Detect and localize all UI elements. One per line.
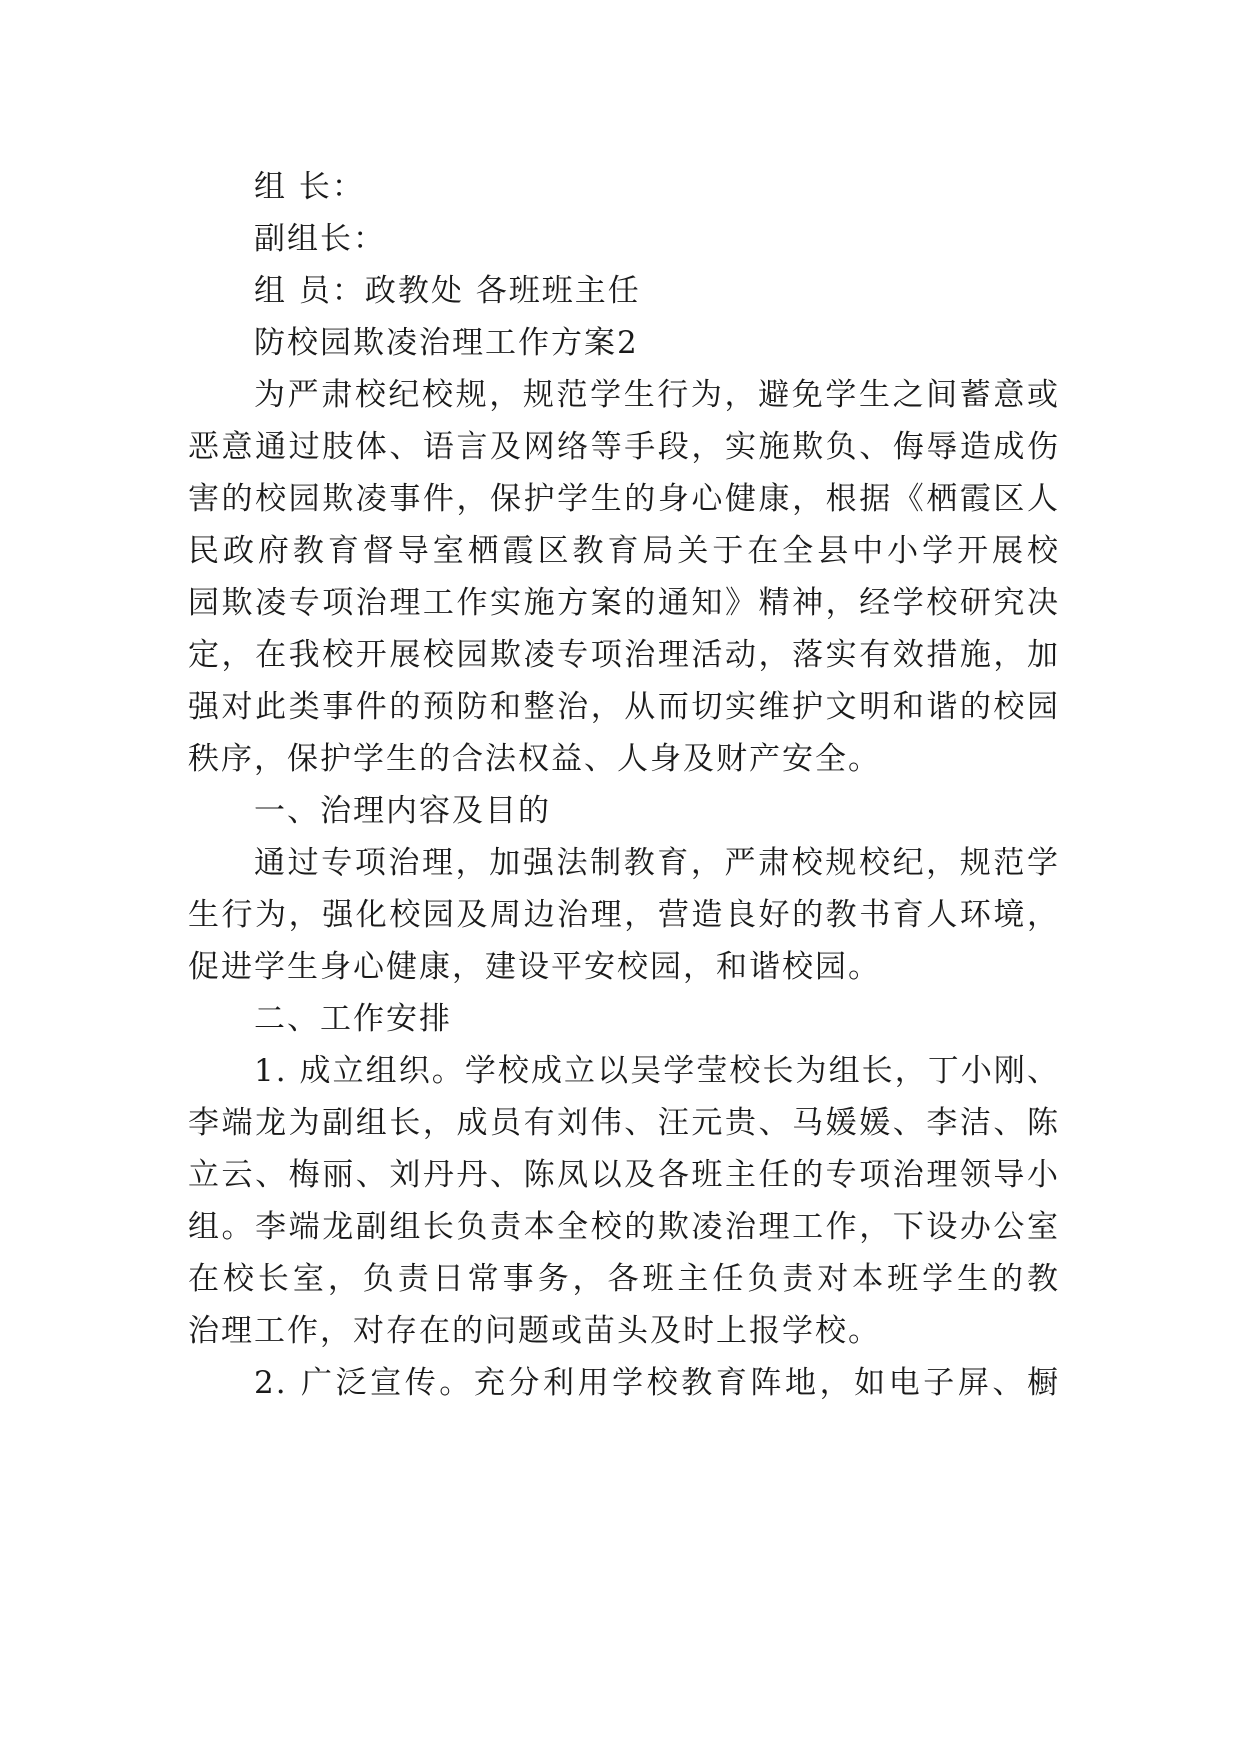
text-line: 秩序，保护学生的合法权益、人身及财产安全。 [188, 741, 881, 777]
text-line: 促进学生身心健康，建设平安校园，和谐校园。 [188, 949, 881, 985]
text-line: 在校长室，负责日常事务，各班主任负责对本班学生的教 [188, 1261, 1060, 1297]
text-line: 通过专项治理，加强法制教育，严肃校规校纪，规范学 [254, 845, 1060, 881]
text-line: 李端龙为副组长，成员有刘伟、汪元贵、马媛媛、李洁、陈 [188, 1105, 1060, 1141]
text-line: 副组长： [254, 221, 386, 257]
text-line: 生行为，强化校园及周边治理，营造良好的教书育人环境， [188, 897, 1060, 933]
text-line: 定，在我校开展校园欺凌专项治理活动，落实有效措施，加 [188, 637, 1060, 673]
text-line: 二、工作安排 [254, 1001, 452, 1037]
text-line: 民政府教育督导室栖霞区教育局关于在全县中小学开展校 [188, 533, 1060, 569]
text-line: 一、治理内容及目的 [254, 793, 551, 829]
text-line: 治理工作，对存在的问题或苗头及时上报学校。 [188, 1313, 881, 1349]
text-line: 园欺凌专项治理工作实施方案的通知》精神，经学校研究决 [188, 585, 1060, 621]
text-line: 防校园欺凌治理工作方案2 [254, 325, 639, 361]
text-line: 组 长： [254, 169, 365, 205]
text-line: 1. 成立组织。学校成立以吴学莹校长为组长，丁小刚、 [254, 1053, 1060, 1089]
text-line: 为严肃校纪校规，规范学生行为，避免学生之间蓄意或 [254, 377, 1060, 413]
text-line: 害的校园欺凌事件，保护学生的身心健康，根据《栖霞区人 [188, 481, 1060, 517]
text-line: 2. 广泛宣传。充分利用学校教育阵地，如电子屏、橱 [254, 1365, 1060, 1401]
text-line: 立云、梅丽、刘丹丹、陈凤以及各班主任的专项治理领导小 [188, 1157, 1060, 1193]
text-line: 组 员：政教处 各班班主任 [254, 273, 641, 309]
text-line: 组。李端龙副组长负责本全校的欺凌治理工作，下设办公室 [188, 1209, 1060, 1245]
text-line: 恶意通过肢体、语言及网络等手段，实施欺负、侮辱造成伤 [188, 429, 1060, 465]
text-line: 强对此类事件的预防和整治，从而切实维护文明和谐的校园 [188, 689, 1060, 725]
